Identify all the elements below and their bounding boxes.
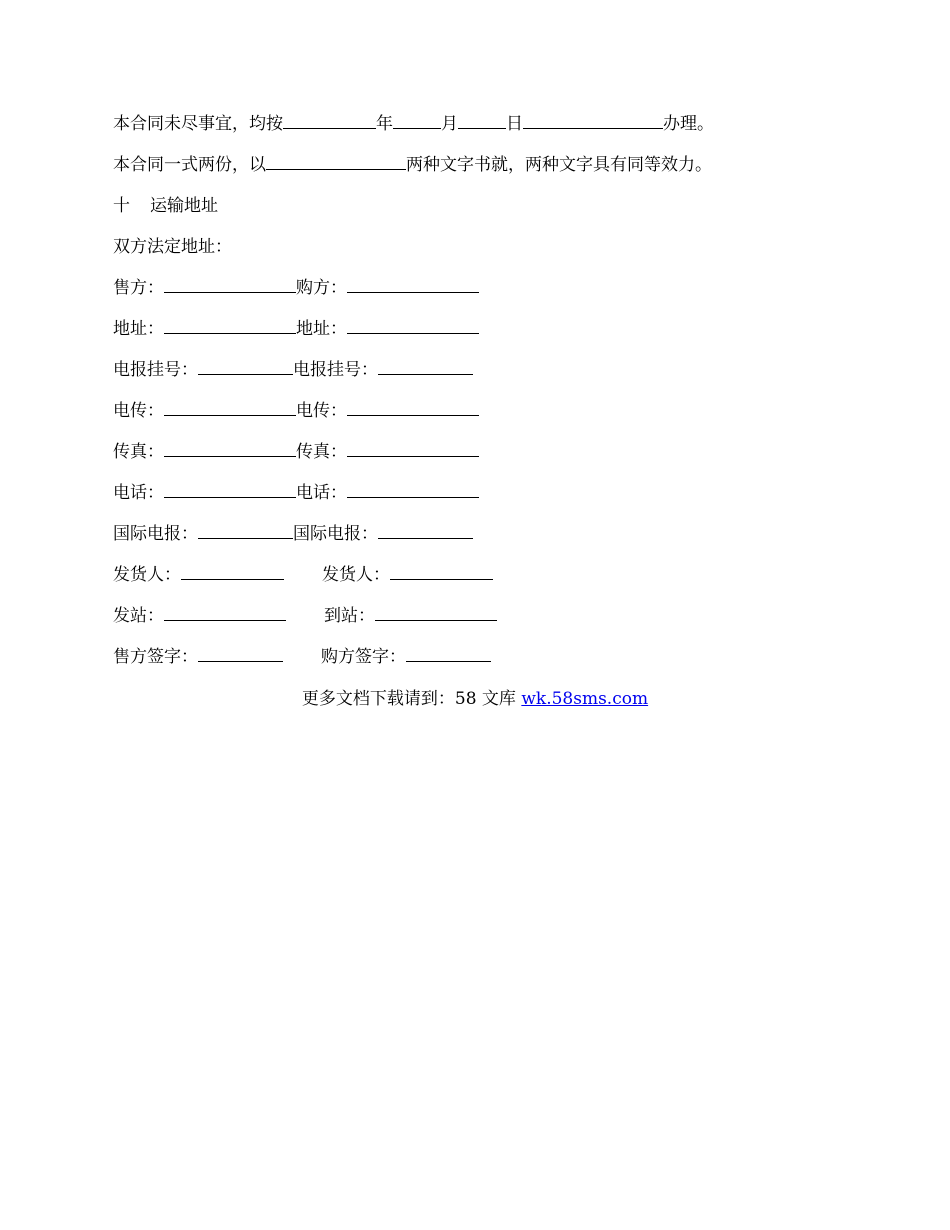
clause-unresolved: [113, 112, 714, 136]
label: 双方法定地址：: [113, 237, 232, 257]
blank-line: [198, 358, 293, 375]
consignor-label: 发货人：: [113, 565, 181, 585]
signature-row: [113, 645, 491, 669]
clause-text: 办理。: [663, 114, 714, 134]
intl-telegram-label: 国际电报：: [293, 524, 378, 544]
blank-line: [347, 276, 479, 293]
phone-label: 电话：: [113, 483, 164, 503]
phone-label: 电话：: [296, 483, 347, 503]
blank-line: [390, 563, 493, 580]
blank-line: [164, 399, 296, 416]
buyer-label: 购方：: [296, 278, 347, 298]
section-number: 十: [113, 196, 130, 216]
telegram-label: 电报挂号：: [113, 360, 198, 380]
seller-label: 售方：: [113, 278, 164, 298]
address-label: 地址：: [296, 319, 347, 339]
telex-label: 电传：: [113, 401, 164, 421]
year-label: 年: [376, 114, 393, 134]
section-heading: [113, 194, 218, 218]
address-row: [113, 317, 479, 341]
blank-line: [347, 399, 479, 416]
blank-line: [375, 604, 497, 621]
blank-line: [523, 112, 663, 129]
blank-line: [378, 522, 473, 539]
blank-line: [266, 153, 406, 170]
blank-line: [181, 563, 284, 580]
buyer-signature-label: 购方签字：: [321, 647, 406, 667]
section-title: 运输地址: [150, 196, 218, 216]
intl-telegram-label: 国际电报：: [113, 524, 198, 544]
footer-text: 更多文档下载请到：58 文库: [301, 689, 522, 709]
day-label: 日: [506, 114, 523, 134]
clause-text: 本合同一式两份，以: [113, 155, 266, 175]
arrival-station-label: 到站：: [324, 606, 375, 626]
blank-line: [347, 317, 479, 334]
blank-line: [164, 604, 286, 621]
blank-line: [406, 645, 491, 662]
fax-row: [113, 440, 479, 464]
footer-link[interactable]: wk.58sms.com: [521, 689, 649, 709]
month-label: 月: [441, 114, 458, 134]
seller-buyer-row: [113, 276, 479, 300]
clause-text: 本合同未尽事宜，均按: [113, 114, 283, 134]
blank-line: [347, 440, 479, 457]
blank-line: [378, 358, 473, 375]
blank-line: [198, 522, 293, 539]
footer: [0, 687, 950, 711]
blank-line: [164, 317, 296, 334]
blank-line: [393, 112, 441, 129]
seller-signature-label: 售方签字：: [113, 647, 198, 667]
clause-copies: [113, 153, 712, 177]
consignor-row: [113, 563, 493, 587]
address-label: 地址：: [113, 319, 164, 339]
blank-line: [164, 276, 296, 293]
blank-line: [283, 112, 376, 129]
station-row: [113, 604, 497, 628]
blank-line: [164, 481, 296, 498]
blank-line: [347, 481, 479, 498]
intl-telegram-row: [113, 522, 473, 546]
telegram-label: 电报挂号：: [293, 360, 378, 380]
fax-label: 传真：: [113, 442, 164, 462]
consignor-label: 发货人：: [322, 565, 390, 585]
blank-line: [164, 440, 296, 457]
telegram-row: [113, 358, 473, 382]
phone-row: [113, 481, 479, 505]
blank-line: [198, 645, 283, 662]
fax-label: 传真：: [296, 442, 347, 462]
departure-station-label: 发站：: [113, 606, 164, 626]
clause-text: 两种文字书就，两种文字具有同等效力。: [406, 155, 712, 175]
legal-address-label: [113, 235, 232, 259]
telex-row: [113, 399, 479, 423]
blank-line: [458, 112, 506, 129]
telex-label: 电传：: [296, 401, 347, 421]
